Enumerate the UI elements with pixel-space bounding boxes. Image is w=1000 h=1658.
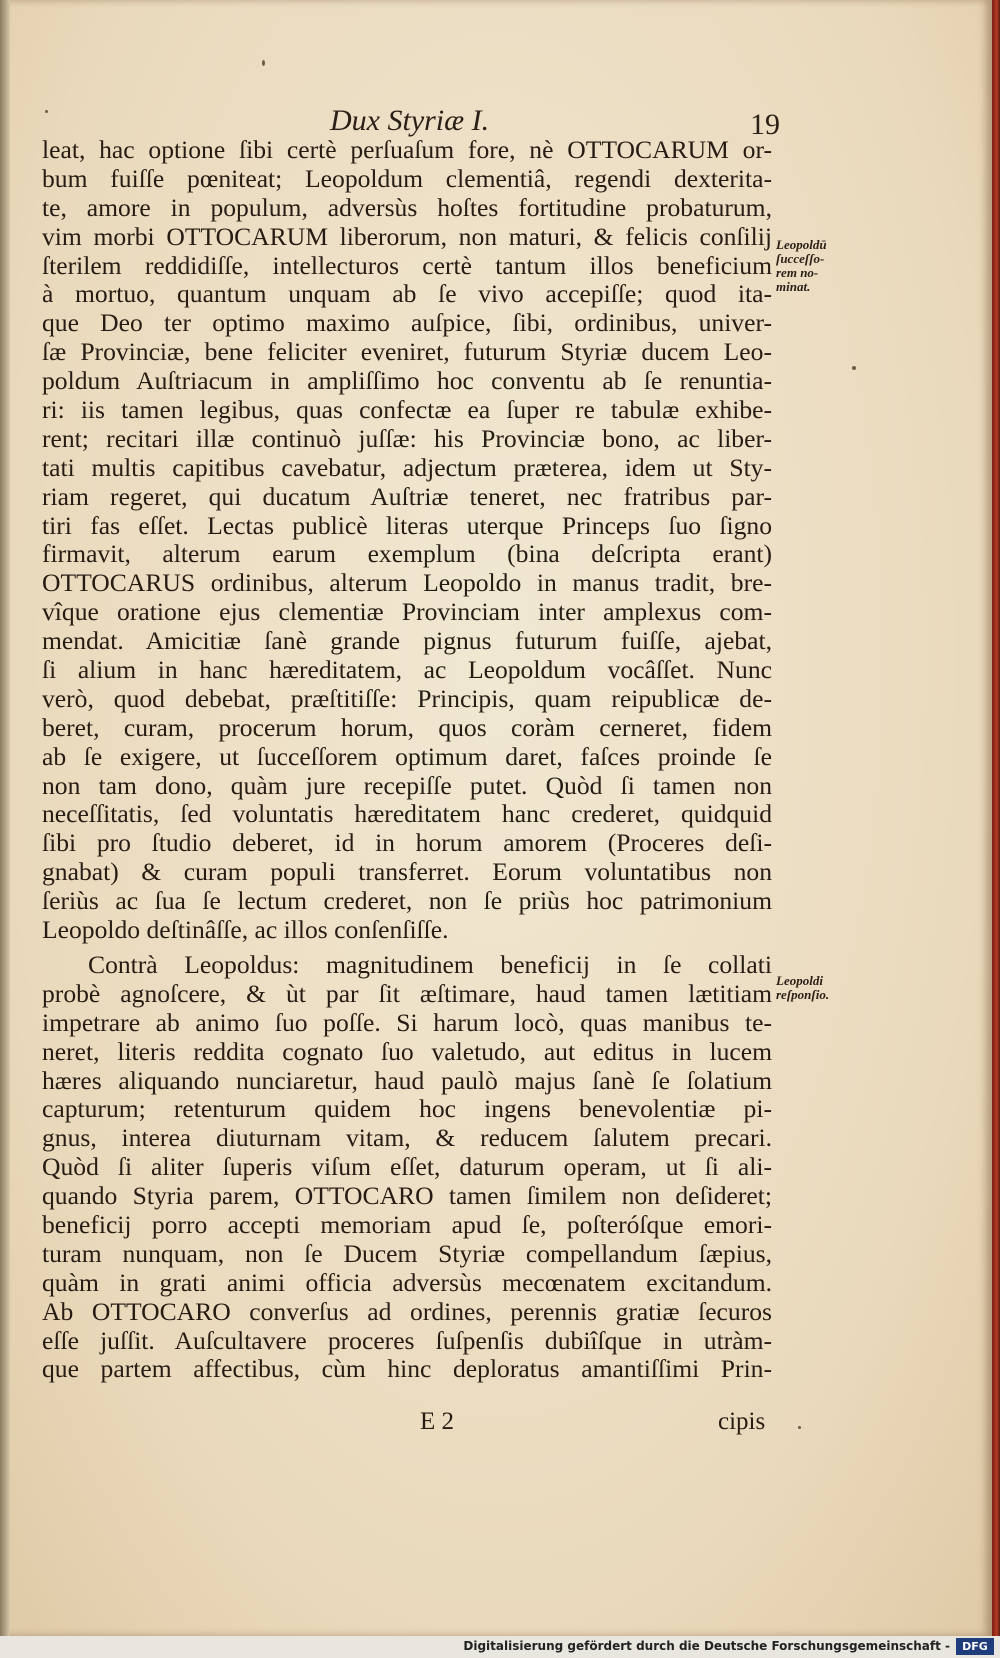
text-line: Contrà Leopoldus: magnitudinem beneficij in ſe collati bbox=[88, 949, 772, 979]
text-line: hæres aliquando nunciaretur, haud paulò majus ſanè ſe ſolatium bbox=[42, 1065, 772, 1095]
text-line: mendat. Amicitiæ ſanè grande pignus futurum fuiſſe, ajebat, bbox=[42, 626, 772, 656]
text-line: turam nunquam, non ſe Ducem Styriæ compellandum ſæpius, bbox=[42, 1238, 772, 1268]
catchword: cipis bbox=[718, 1408, 766, 1435]
text-line: ſterilem reddidiſſe, intellecturos certè tantum illos beneficium bbox=[42, 250, 772, 280]
margin-note-line: minat. bbox=[776, 279, 811, 294]
ink-speck bbox=[45, 110, 48, 113]
text-line: neceſſitatis, ſed voluntatis hæreditatem hanc crederet, quidquid bbox=[42, 799, 772, 829]
paragraph-2 bbox=[42, 951, 772, 1384]
text-line: tati multis capitibus cavebatur, adjectum præterea, idem ut Sty- bbox=[42, 452, 772, 482]
text-line: vîque oratione ejus clementiæ Provinciam inter amplexus com- bbox=[42, 597, 772, 627]
text-line: Quòd ſi aliter ſuperis viſum eſſet, daturum operam, ut ſi ali- bbox=[42, 1152, 772, 1182]
text-line: verò, quod debebat, præſtitiſſe: Principis, quam reipublicæ de- bbox=[42, 683, 772, 713]
text-line: leat, hac optione ſibi certè perſuaſum fore, nè OTTOCARUM or- bbox=[42, 135, 772, 164]
paragraph-1 bbox=[42, 136, 772, 945]
text-line: probè agnoſcere, & ùt par ſit æſtimare, haud tamen lætitiam bbox=[42, 978, 772, 1008]
text-line: que partem affectibus, cùm hinc deploratus amantiſſimi Prin- bbox=[42, 1354, 772, 1384]
text-line: ſi alium in hanc hæreditatem, ac Leopoldum vocâſſet. Nunc bbox=[42, 655, 772, 685]
margin-note-succession bbox=[776, 238, 827, 294]
signature-mark: E 2 bbox=[420, 1408, 455, 1435]
text-line: beneficij porro accepti memoriam apud ſe, poſteróſque emori- bbox=[42, 1209, 772, 1239]
text-line: ſæ Provinciæ, bene feliciter eveniret, futurum Styriæ ducem Leo- bbox=[42, 337, 772, 367]
page-number: 19 bbox=[750, 108, 780, 141]
text-line: gnus, interea diuturnam vitam, & reducem ſalutem precari. bbox=[42, 1123, 772, 1153]
ink-speck bbox=[852, 366, 856, 370]
text-line: riam regeret, qui ducatum Auſtriæ teneret, nec fratribus par- bbox=[42, 481, 772, 511]
text-line: gnabat) & curam populi transferret. Eorum voluntatibus non bbox=[42, 857, 772, 887]
text-line: ſibi pro ſtudio deberet, id in horum amorem (Proceres deſi- bbox=[42, 828, 772, 858]
text-line: firmavit, alterum earum exemplum (bina deſcripta erant) bbox=[42, 539, 772, 569]
ink-speck bbox=[262, 60, 265, 66]
text-line: rent; recitari illæ continuò juſſæ: his Provinciæ bono, ac liber- bbox=[42, 423, 772, 453]
dfg-logo: DFG bbox=[956, 1638, 994, 1655]
text-line: impetrare ab animo ſuo poſſe. Si harum locò, quas manibus te- bbox=[42, 1007, 772, 1037]
page-gutter bbox=[0, 0, 10, 1636]
running-head: Dux Styriæ I. bbox=[330, 104, 490, 137]
text-line: quàm in grati animi officia adversùs mecœnatem excitandum. bbox=[42, 1267, 772, 1297]
margin-note-line: Leopoldi bbox=[776, 973, 823, 988]
text-line: ſeriùs ac ſua ſe lectum crederet, non ſe priùs hoc patrimonium bbox=[42, 886, 772, 916]
margin-note-response bbox=[776, 974, 829, 1002]
margin-note-line: ſucceſſo- bbox=[776, 251, 825, 266]
text-line: que Deo ter optimo maximo auſpice, ſibi, ordinibus, univer- bbox=[42, 308, 772, 338]
text-line: vim morbi OTTOCARUM liberorum, non maturi, & felicis conſilij bbox=[42, 221, 772, 251]
text-line: ab ſe exigere, ut ſucceſſorem optimum daret, faſces proinde ſe bbox=[42, 741, 772, 771]
body-text bbox=[42, 136, 772, 1384]
dfg-credit-text: Digitalisierung gefördert durch die Deutsche Forschungsgemeinschaft - bbox=[463, 1639, 950, 1653]
text-line: Leopoldo deſtinâſſe, ac illos conſenſiſſe. bbox=[42, 915, 449, 945]
text-line: ri: iis tamen legibus, quas confectæ ea ſuper re tabulæ exhibe- bbox=[42, 395, 772, 425]
page-footer bbox=[0, 1408, 992, 1444]
text-line: OTTOCARUS ordinibus, alterum Leopoldo in manus tradit, bre- bbox=[42, 568, 772, 598]
page-edge bbox=[992, 0, 1000, 1636]
text-line: te, amore in populum, adversùs hoſtes fortitudine probaturum, bbox=[42, 192, 772, 222]
text-line: Ab OTTOCARO converſus ad ordines, perennis gratiæ ſecuros bbox=[42, 1296, 772, 1326]
text-line: eſſe juſſit. Auſcultavere proceres ſuſpenſis dubiîſque in utràm- bbox=[42, 1325, 772, 1355]
ink-speck bbox=[798, 1426, 801, 1429]
text-line: capturum; retenturum quidem hoc ingens benevolentiæ pi- bbox=[42, 1094, 772, 1124]
text-line: neret, literis reddita cognato ſuo valetudo, aut editus in lucem bbox=[42, 1036, 772, 1066]
text-line: non tam dono, quàm jure recepiſſe putet. Quòd ſi tamen non bbox=[42, 770, 772, 800]
margin-note-line: reſponſio. bbox=[776, 987, 830, 1002]
margin-note-line: Leopoldū bbox=[776, 237, 827, 252]
text-line: tiri fas eſſet. Lectas publicè literas uterque Princeps ſuo ſigno bbox=[42, 510, 772, 540]
text-line: poldum Auſtriacum in ampliſſimo hoc conventu ab ſe renuntia- bbox=[42, 366, 772, 396]
text-line: bum fuiſſe pœniteat; Leopoldum clementiâ, regendi dexterita- bbox=[42, 163, 772, 193]
text-line: à mortuo, quantum unquam ab ſe vivo accepiſſe; quod ita- bbox=[42, 279, 772, 309]
text-line: beret, curam, procerum horum, quos coràm cerneret, fidem bbox=[42, 712, 772, 742]
text-line: quando Styria parem, OTTOCARO tamen ſimilem non deſideret; bbox=[42, 1181, 772, 1211]
credit-bar bbox=[0, 1636, 1000, 1658]
margin-note-line: rem no- bbox=[776, 265, 819, 280]
